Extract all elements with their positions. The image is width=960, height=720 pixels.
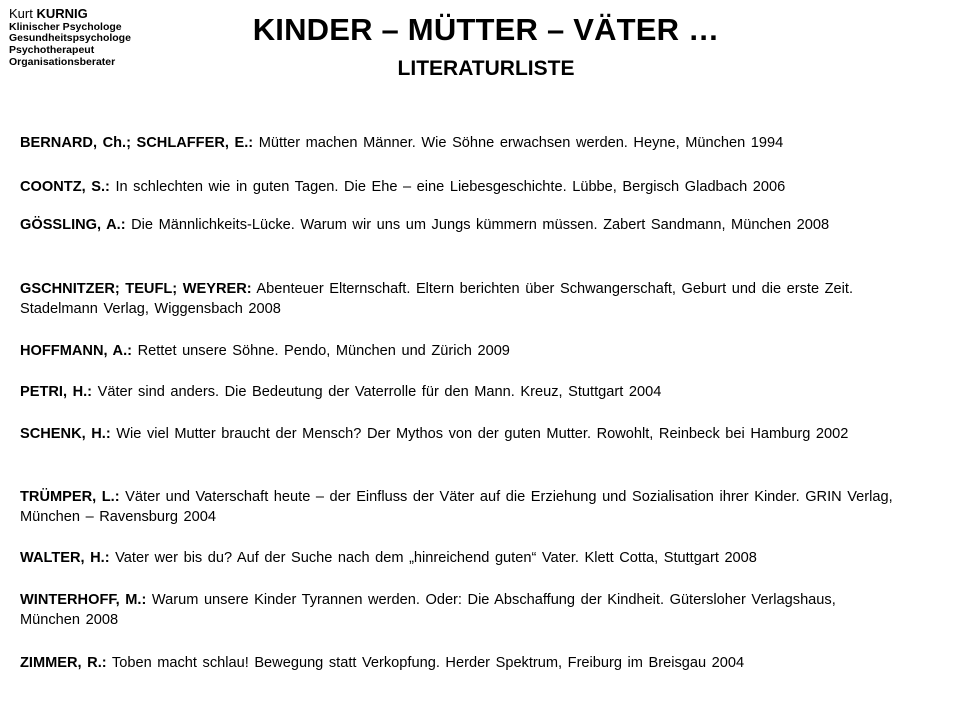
entry-text: Väter und Vaterschaft heute – der Einfluss der Väter auf die Erziehung und Sozialisation ihrer Kinder. GRIN Verlag, München – Ravensburg 2004	[20, 489, 893, 525]
author-role-clinical: Klinischer Psychologe	[9, 20, 122, 33]
entry-text: Mütter machen Männer. Wie Söhne erwachsen werden. Heyne, München 1994	[258, 135, 784, 151]
entry-author: SCHENK, H.:	[20, 426, 111, 442]
entry-author: COONTZ, S.:	[20, 179, 110, 195]
literature-entry-hoffmann	[20, 341, 920, 361]
entry-author: BERNARD, Ch.; SCHLAFFER, E.:	[20, 135, 254, 151]
entry-author: HOFFMANN, A.:	[20, 343, 133, 359]
entry-author: WINTERHOFF, M.:	[20, 592, 147, 608]
literature-entry-coontz	[20, 177, 920, 197]
literature-entry-goessling	[20, 215, 850, 235]
literature-entry-zimmer	[20, 653, 920, 673]
literature-entry-gschnitzer	[20, 279, 920, 319]
entry-text: Väter sind anders. Die Bedeutung der Vaterrolle für den Mann. Kreuz, Stuttgart 2004	[97, 384, 662, 400]
literature-entry-petri	[20, 382, 920, 402]
entry-text: Warum unsere Kinder Tyrannen werden. Oder: Die Abschaffung der Kindheit. Gütersloher Verlagshaus, München 2008	[20, 592, 836, 628]
entry-text: Rettet unsere Söhne. Pendo, München und Zürich 2009	[137, 343, 510, 359]
author-role-health: Gesundheitspsychologe	[9, 32, 131, 45]
literature-entry-walter	[20, 548, 920, 568]
entry-text: Die Männlichkeits-Lücke. Warum wir uns um Jungs kümmern müssen. Zabert Sandmann, München 2008	[131, 217, 830, 233]
author-first-name: Kurt	[9, 6, 33, 21]
page-subtitle: LITERATURLISTE	[397, 57, 575, 80]
literature-entry-bernard	[20, 133, 920, 153]
entry-author: PETRI, H.:	[20, 384, 93, 400]
entry-author: WALTER, H.:	[20, 550, 110, 566]
literature-entry-winterhoff	[20, 590, 890, 630]
author-role-therapist: Psychotherapeut	[9, 44, 95, 57]
author-last-name: KURNIG	[36, 6, 88, 21]
entry-author: TRÜMPER, L.:	[20, 489, 120, 505]
entry-text: Toben macht schlau! Bewegung statt Verkopfung. Herder Spektrum, Freiburg im Breisgau 2004	[111, 655, 745, 671]
entry-author: GÖSSLING, A.:	[20, 217, 126, 233]
entry-author: ZIMMER, R.:	[20, 655, 107, 671]
author-role-consultant: Organisationsberater	[9, 55, 116, 68]
entry-text: Wie viel Mutter braucht der Mensch? Der Mythos von der guten Mutter. Rowohlt, Reinbeck bei Hamburg 2002	[116, 426, 849, 442]
entry-text: In schlechten wie in guten Tagen. Die Ehe – eine Liebesgeschichte. Lübbe, Bergisch Gladbach 2006	[115, 179, 786, 195]
entry-text: Abenteuer Elternschaft. Eltern berichten über Schwangerschaft, Geburt und die erste Zeit. Stadelmann Verlag, Wiggensbach 2008	[20, 281, 854, 317]
entry-text: Vater wer bis du? Auf der Suche nach dem „hinreichend guten“ Vater. Klett Cotta, Stuttgart 2008	[115, 550, 757, 566]
literature-entry-schenk	[20, 424, 865, 444]
literature-entry-truemper	[20, 487, 945, 527]
page-title: KINDER – MÜTTER – VÄTER …	[252, 12, 720, 47]
entry-author: GSCHNITZER; TEUFL; WEYRER:	[20, 281, 252, 297]
